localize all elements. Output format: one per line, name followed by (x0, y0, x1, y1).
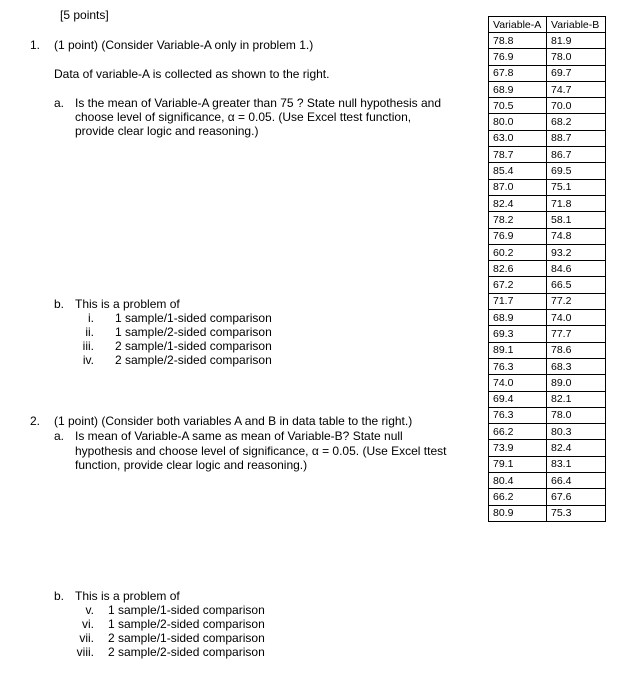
variable-a-cell: 63.0 (489, 130, 547, 146)
table-row (489, 114, 606, 130)
table-row (489, 147, 606, 163)
variable-b-cell: 69.7 (547, 65, 606, 81)
problem-1b-numeral-iv: iv. (82, 353, 94, 367)
variable-b-cell: 77.7 (547, 326, 606, 342)
variable-b-cell: 68.2 (547, 114, 606, 130)
problem-1b-title: This is a problem of (75, 297, 180, 311)
table-row (489, 358, 606, 374)
table-row (489, 130, 606, 146)
variable-b-cell: 86.7 (547, 147, 606, 163)
problem-1b-option-iv: 2 sample/2-sided comparison (115, 353, 272, 367)
variable-b-cell: 67.6 (547, 489, 606, 505)
table-row (489, 98, 606, 114)
table-row (489, 49, 606, 65)
data-table (488, 16, 606, 522)
problem-1b-numeral-iii: iii. (82, 339, 94, 353)
variable-a-cell: 60.2 (489, 244, 547, 260)
problem-2a-line-1: Is mean of Variable-A same as mean of Variable-B? State null (75, 429, 403, 443)
variable-b-cell: 69.5 (547, 163, 606, 179)
table-row (489, 326, 606, 342)
variable-a-cell: 68.9 (489, 81, 547, 97)
variable-a-cell: 87.0 (489, 179, 547, 195)
table-row (489, 440, 606, 456)
table-header-row (489, 17, 606, 33)
problem-2b-option-vii: 2 sample/1-sided comparison (108, 631, 265, 645)
problem-2-intro: (1 point) (Consider both variables A and B in data table to the right.) (54, 414, 413, 428)
variable-b-cell: 74.7 (547, 81, 606, 97)
table-row (489, 391, 606, 407)
variable-a-cell: 80.9 (489, 505, 547, 521)
variable-a-cell: 76.3 (489, 407, 547, 423)
variable-a-cell: 74.0 (489, 375, 547, 391)
variable-b-cell: 80.3 (547, 424, 606, 440)
table-row (489, 261, 606, 277)
problem-1b-option-iii: 2 sample/1-sided comparison (115, 339, 272, 353)
table-row (489, 65, 606, 81)
table-row (489, 195, 606, 211)
table-row (489, 407, 606, 423)
problem-2b-option-vi: 1 sample/2-sided comparison (108, 617, 265, 631)
variable-a-cell: 85.4 (489, 163, 547, 179)
table-row (489, 489, 606, 505)
problem-1b-option-ii: 1 sample/2-sided comparison (115, 325, 272, 339)
problem-1-intro: (1 point) (Consider Variable-A only in problem 1.) (54, 38, 314, 52)
variable-b-cell: 78.0 (547, 407, 606, 423)
problem-1a-letter: a. (54, 96, 65, 110)
problem-2b-option-viii: 2 sample/2-sided comparison (108, 645, 265, 659)
table-row (489, 342, 606, 358)
variable-a-cell: 82.4 (489, 195, 547, 211)
table-row (489, 228, 606, 244)
variable-a-cell: 78.8 (489, 33, 547, 49)
variable-b-cell: 77.2 (547, 293, 606, 309)
problem-1b-numeral-i: i. (88, 311, 94, 325)
variable-b-cell: 70.0 (547, 98, 606, 114)
problem-2a-letter: a. (54, 429, 65, 443)
table-row (489, 33, 606, 49)
variable-b-cell: 66.4 (547, 473, 606, 489)
column-header-variable-a: Variable-A (489, 17, 547, 33)
variable-a-cell: 89.1 (489, 342, 547, 358)
variable-a-cell: 76.3 (489, 358, 547, 374)
variable-b-cell: 74.8 (547, 228, 606, 244)
problem-2b-option-v: 1 sample/1-sided comparison (108, 603, 265, 617)
variable-a-cell: 69.4 (489, 391, 547, 407)
variable-a-cell: 76.9 (489, 49, 547, 65)
variable-a-cell: 69.3 (489, 326, 547, 342)
variable-a-cell: 73.9 (489, 440, 547, 456)
table-row (489, 277, 606, 293)
variable-b-cell: 71.8 (547, 195, 606, 211)
problem-2b-numeral-vi: vi. (82, 617, 94, 631)
variable-b-cell: 78.0 (547, 49, 606, 65)
variable-a-cell: 80.0 (489, 114, 547, 130)
table-row (489, 81, 606, 97)
variable-b-cell: 75.3 (547, 505, 606, 521)
table-row (489, 163, 606, 179)
table-row (489, 505, 606, 521)
variable-b-cell: 66.5 (547, 277, 606, 293)
problem-1b-numeral-ii: ii. (85, 325, 94, 339)
problem-2b-numeral-v: v. (85, 603, 94, 617)
problem-1a-line-2: choose level of significance, α = 0.05. (Use Excel ttest function, (75, 110, 412, 124)
problem-2b-numeral-viii: viii. (76, 645, 94, 659)
variable-a-cell: 80.4 (489, 473, 547, 489)
table-row (489, 456, 606, 472)
variable-b-cell: 78.6 (547, 342, 606, 358)
variable-b-cell: 84.6 (547, 261, 606, 277)
variable-b-cell: 83.1 (547, 456, 606, 472)
variable-b-cell: 81.9 (547, 33, 606, 49)
problem-1-number: 1. (30, 38, 41, 52)
variable-b-cell: 74.0 (547, 310, 606, 326)
table-row (489, 212, 606, 228)
variable-b-cell: 88.7 (547, 130, 606, 146)
variable-b-cell: 75.1 (547, 179, 606, 195)
variable-b-cell: 58.1 (547, 212, 606, 228)
variable-a-cell: 66.2 (489, 489, 547, 505)
problem-2b-title: This is a problem of (75, 589, 180, 603)
table-row (489, 310, 606, 326)
variable-a-cell: 67.8 (489, 65, 547, 81)
variable-a-cell: 78.2 (489, 212, 547, 228)
problem-1a-line-3: provide clear logic and reasoning.) (75, 124, 259, 138)
variable-a-cell: 78.7 (489, 147, 547, 163)
table-body (489, 33, 606, 522)
variable-b-cell: 68.3 (547, 358, 606, 374)
variable-b-cell: 93.2 (547, 244, 606, 260)
table-row (489, 179, 606, 195)
problem-2-number: 2. (30, 414, 41, 428)
problem-2a-line-2: hypothesis and choose level of significance, α = 0.05. (Use Excel ttest (75, 444, 447, 458)
problem-1b-option-i: 1 sample/1-sided comparison (115, 311, 272, 325)
problem-2a-line-3: function, provide clear logic and reasoning.) (75, 458, 308, 472)
table-row (489, 293, 606, 309)
problem-2b-numeral-vii: vii. (79, 631, 94, 645)
variable-a-cell: 67.2 (489, 277, 547, 293)
table-row (489, 424, 606, 440)
points-header: [5 points] (60, 8, 109, 22)
variable-a-cell: 68.9 (489, 310, 547, 326)
variable-a-cell: 76.9 (489, 228, 547, 244)
problem-1a-line-1: Is the mean of Variable-A greater than 75 ? State null hypothesis and (75, 96, 442, 110)
table-row (489, 244, 606, 260)
variable-a-cell: 71.7 (489, 293, 547, 309)
variable-a-cell: 82.6 (489, 261, 547, 277)
variable-a-cell: 66.2 (489, 424, 547, 440)
variable-b-cell: 89.0 (547, 375, 606, 391)
variable-b-cell: 82.1 (547, 391, 606, 407)
column-header-variable-b: Variable-B (547, 17, 606, 33)
table-row (489, 375, 606, 391)
variable-b-cell: 82.4 (547, 440, 606, 456)
variable-a-cell: 70.5 (489, 98, 547, 114)
table-row (489, 473, 606, 489)
problem-1-data-note: Data of variable-A is collected as shown to the right. (54, 67, 330, 81)
problem-1b-letter: b. (54, 297, 65, 311)
problem-2b-letter: b. (54, 589, 65, 603)
variable-a-cell: 79.1 (489, 456, 547, 472)
